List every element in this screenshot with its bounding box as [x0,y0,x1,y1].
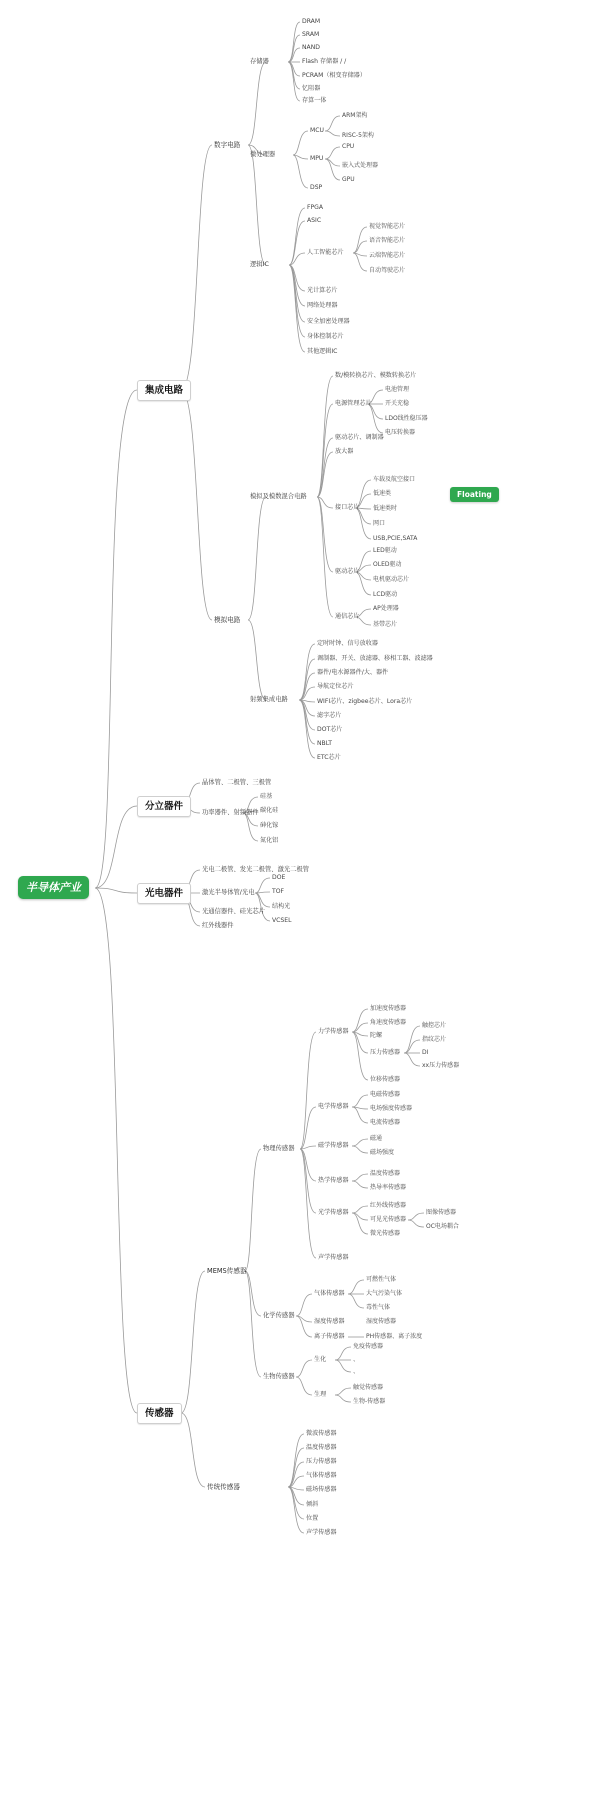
node-interface-item[interactable]: 低速类 [373,490,392,497]
node-opto-tail[interactable]: 红外线器件 [202,922,234,929]
node-asic[interactable]: ASIC [307,217,322,224]
node-ion-item[interactable]: PH传感器、离子浓度 [366,1333,423,1340]
node-traditional-item[interactable]: 微波传感器 [306,1430,337,1437]
root-node[interactable]: 半导体产业 [18,876,89,899]
node-pressure-item[interactable]: DI [422,1049,429,1056]
node-logic-tail[interactable]: 光计算芯片 [307,287,338,294]
node-power-item[interactable]: 电压转换器 [385,429,416,436]
node-rf-circuit[interactable]: 射频集成电路 [250,696,288,703]
node-acoustic-sensor[interactable]: 声学传感器 [318,1254,349,1261]
node-opto-laser-item[interactable]: TOF [272,888,285,895]
branch-optoelectronic-devices[interactable]: 光电器件 [137,883,191,904]
node-magnetic-sensor[interactable]: 磁学传感器 [318,1142,349,1149]
node-biochem-item[interactable]: 免疫传感器 [353,1343,384,1350]
branch-sensors[interactable]: 传感器 [137,1403,182,1424]
node-mpu[interactable]: MPU [310,155,324,162]
node-traditional-item[interactable]: 气体传感器 [306,1472,337,1479]
node-memory-item[interactable]: 存算一体 [302,97,327,104]
node-rf-item[interactable]: WIFI芯片、zigbee芯片、Lora芯片 [317,698,413,705]
node-ai-item[interactable]: 语音智能芯片 [369,237,406,244]
node-magnetic-item[interactable]: 磁通 [370,1135,383,1142]
node-mpu-item[interactable]: 嵌入式处理器 [342,162,379,169]
node-traditional-item[interactable]: 声学传感器 [306,1529,337,1536]
node-biophys-item[interactable]: 生物-传感器 [353,1398,386,1405]
node-driver-item[interactable]: OLED驱动 [373,561,402,568]
node-magnetic-item[interactable]: 磁场强度 [370,1149,395,1156]
node-interface-item[interactable]: 网口 [373,520,386,527]
node-traditional-item[interactable]: 压力传感器 [306,1458,337,1465]
node-logic-tail[interactable]: 身体控制芯片 [307,333,344,340]
node-mcu[interactable]: MCU [310,127,324,134]
node-ai-item[interactable]: 自动驾驶芯片 [369,267,406,274]
node-electric-item[interactable]: 电磁传感器 [370,1091,401,1098]
node-interface-chip[interactable]: 接口芯片 [335,504,360,511]
node-ai-item[interactable]: 云端智能芯片 [369,252,406,259]
node-power-item[interactable]: LDO线性稳压器 [385,415,428,422]
node-optical-item[interactable]: 可见光传感器 [370,1216,407,1223]
node-force-item[interactable]: 角速度传感器 [370,1019,407,1026]
node-mpu-item[interactable]: CPU [342,143,355,150]
node-optical-sensor[interactable]: 光学传感器 [318,1209,349,1216]
node-mixed-signal-circuit[interactable]: 模拟及模数混合电路 [250,493,307,500]
node-optical-sub[interactable]: OC电场耦合 [426,1223,459,1230]
node-memory-item[interactable]: NAND [302,44,320,51]
node-thermal-item[interactable]: 温度传感器 [370,1170,401,1177]
node-opto-laser-item[interactable]: VCSEL [272,917,292,924]
node-memory-item[interactable]: Flash 存储器 / / [302,58,347,65]
node-pressure-item[interactable]: 指纹芯片 [422,1036,447,1043]
node-electric-item[interactable]: 电流传感器 [370,1119,401,1126]
node-biochemical[interactable]: 生化 [314,1356,327,1363]
node-biochem-item[interactable]: 、 [353,1368,360,1375]
node-rf-item[interactable]: 定时时钟、信号放收器 [317,640,378,647]
node-discrete-item[interactable]: 晶体管、二极管、三极管 [202,779,272,786]
node-fpga[interactable]: FPGA [307,204,324,211]
node-biophysical[interactable]: 生理 [314,1391,327,1398]
node-pressure-sensor[interactable]: 压力传感器 [370,1049,401,1056]
node-gas-item[interactable]: 可燃性气体 [366,1276,397,1283]
node-memory-item[interactable]: DRAM [302,18,321,25]
node-humidity-item[interactable]: 湿度传感器 [366,1318,397,1325]
node-optical-item[interactable]: 微光传感器 [370,1230,401,1237]
node-force-item[interactable]: 加速度传感器 [370,1005,407,1012]
node-traditional-item[interactable]: 位置 [306,1515,319,1522]
node-amplifier[interactable]: 放大器 [335,448,354,455]
node-logic-tail[interactable]: 安全加密处理器 [307,318,350,325]
node-comm-item[interactable]: AP处理器 [373,605,399,612]
node-discrete-sub[interactable]: 碳化硅 [260,807,279,814]
node-mcu-item[interactable]: ARM架构 [342,112,368,119]
node-humidity-sensor[interactable]: 湿度传感器 [314,1318,345,1325]
node-discrete-sub[interactable]: 硅基 [260,793,273,800]
node-rf-item[interactable]: 器件/电水源器件/大、器件 [317,669,389,676]
node-optical-item[interactable]: 红外线传感器 [370,1202,407,1209]
node-memory[interactable]: 存储器 [250,58,269,65]
node-mixed-item[interactable]: 数/模转换芯片、模数转换芯片 [335,372,417,379]
node-rf-item[interactable]: 滤字芯片 [317,712,342,719]
node-mems-sensor[interactable]: MEMS传感器 [207,1267,247,1275]
node-chemical-sensor[interactable]: 化学传感器 [263,1312,295,1319]
branch-discrete-devices[interactable]: 分立器件 [137,796,191,817]
node-physical-sensor[interactable]: 物理传感器 [263,1145,295,1152]
node-opto-laser-item[interactable]: DOE [272,874,286,881]
node-pressure-item[interactable]: xx压力传感器 [422,1062,460,1069]
node-displacement-sensor[interactable]: 位移传感器 [370,1076,401,1083]
node-microprocessor[interactable]: 微处理器 [250,151,276,158]
node-driver-item[interactable]: 电机驱动芯片 [373,576,410,583]
node-driver-chip[interactable]: 驱动芯片 [335,568,360,575]
node-comm-item[interactable]: 基带芯片 [373,621,398,628]
node-power-item[interactable]: 电池管理 [385,386,410,393]
node-logic-tail[interactable]: 网络处理器 [307,302,338,309]
node-mpu-item[interactable]: GPU [342,176,355,183]
node-discrete-sub[interactable]: 砷化镓 [260,822,279,829]
node-rf-item[interactable]: DOT芯片 [317,726,343,733]
node-memory-item[interactable]: 忆阻器 [302,85,321,92]
node-driver-item[interactable]: LCD驱动 [373,591,398,598]
node-dsp[interactable]: DSP [310,184,323,191]
node-biological-sensor[interactable]: 生物传感器 [263,1373,295,1380]
node-thermal-item[interactable]: 热导率传感器 [370,1184,407,1191]
node-biochem-item[interactable]: 、 [353,1356,360,1363]
node-interface-item[interactable]: 车载及航空接口 [373,476,416,483]
node-pressure-item[interactable]: 触控芯片 [422,1022,447,1029]
node-modulator[interactable]: 驱动芯片、调制器 [335,434,384,441]
node-optical-sub[interactable]: 图像传感器 [426,1209,457,1216]
node-thermal-sensor[interactable]: 热学传感器 [318,1177,349,1184]
node-opto-laser-item[interactable]: 结构光 [272,903,291,910]
node-logic-tail[interactable]: 其他逻辑IC [307,348,338,355]
node-gas-item[interactable]: 毒性气体 [366,1304,391,1311]
node-discrete-item[interactable]: 功率器件、射频器件 [202,809,259,816]
node-rf-item[interactable]: NBLT [317,740,333,747]
node-memory-item[interactable]: PCRAM（相变存储器） [302,72,366,79]
node-ai-item[interactable]: 视觉智能芯片 [369,223,406,230]
node-power-item[interactable]: 开关充稳 [385,400,410,407]
node-memory-item[interactable]: SRAM [302,31,320,38]
node-rf-item[interactable]: 调制器、开关、放滤器、移相工器、波滤器 [317,655,433,662]
node-interface-item[interactable]: 低速类时 [373,505,398,512]
node-discrete-sub[interactable]: 氮化铝 [260,837,279,844]
node-gas-sensor[interactable]: 气体传感器 [314,1290,345,1297]
node-traditional-sensor[interactable]: 传统传感器 [207,1483,240,1491]
node-mcu-item[interactable]: RISC-5架构 [342,132,374,139]
node-logic-ic[interactable]: 逻辑IC [250,261,269,268]
node-electric-item[interactable]: 电场强度传感器 [370,1105,413,1112]
node-rf-item[interactable]: 导航定位芯片 [317,683,354,690]
node-force-sensor[interactable]: 力学传感器 [318,1028,349,1035]
node-communication-chip[interactable]: 通信芯片 [335,613,360,620]
node-opto-tail[interactable]: 光通信器件、硅光芯片 [202,908,265,915]
node-ion-sensor[interactable]: 离子传感器 [314,1333,345,1340]
node-electric-sensor[interactable]: 电学传感器 [318,1103,349,1110]
node-gas-item[interactable]: 大气污染气体 [366,1290,403,1297]
branch-integrated-circuit[interactable]: 集成电路 [137,380,191,401]
node-rf-item[interactable]: ETC芯片 [317,754,341,761]
node-interface-item[interactable]: USB,PCIE,SATA [373,535,418,542]
node-traditional-item[interactable]: 温度传感器 [306,1444,337,1451]
node-driver-item[interactable]: LED驱动 [373,547,397,554]
node-digital-circuit[interactable]: 数字电路 [214,141,241,149]
node-traditional-item[interactable]: 倾斜 [306,1501,319,1508]
node-traditional-item[interactable]: 磁场传感器 [306,1486,337,1493]
node-power-management-chip[interactable]: 电源管理芯片 [335,400,372,407]
node-analog-circuit[interactable]: 模拟电路 [214,616,241,624]
node-biophys-item[interactable]: 触觉传感器 [353,1384,384,1391]
floating-tag[interactable]: Floating [450,487,499,502]
node-opto-item[interactable]: 光电二极管、发光二极管、激光二极管 [202,866,310,873]
node-ai-chip[interactable]: 人工智能芯片 [307,249,344,256]
node-force-item[interactable]: 陀螺 [370,1032,383,1039]
node-opto-laser[interactable]: 激光半导体管/光电 [202,889,255,896]
